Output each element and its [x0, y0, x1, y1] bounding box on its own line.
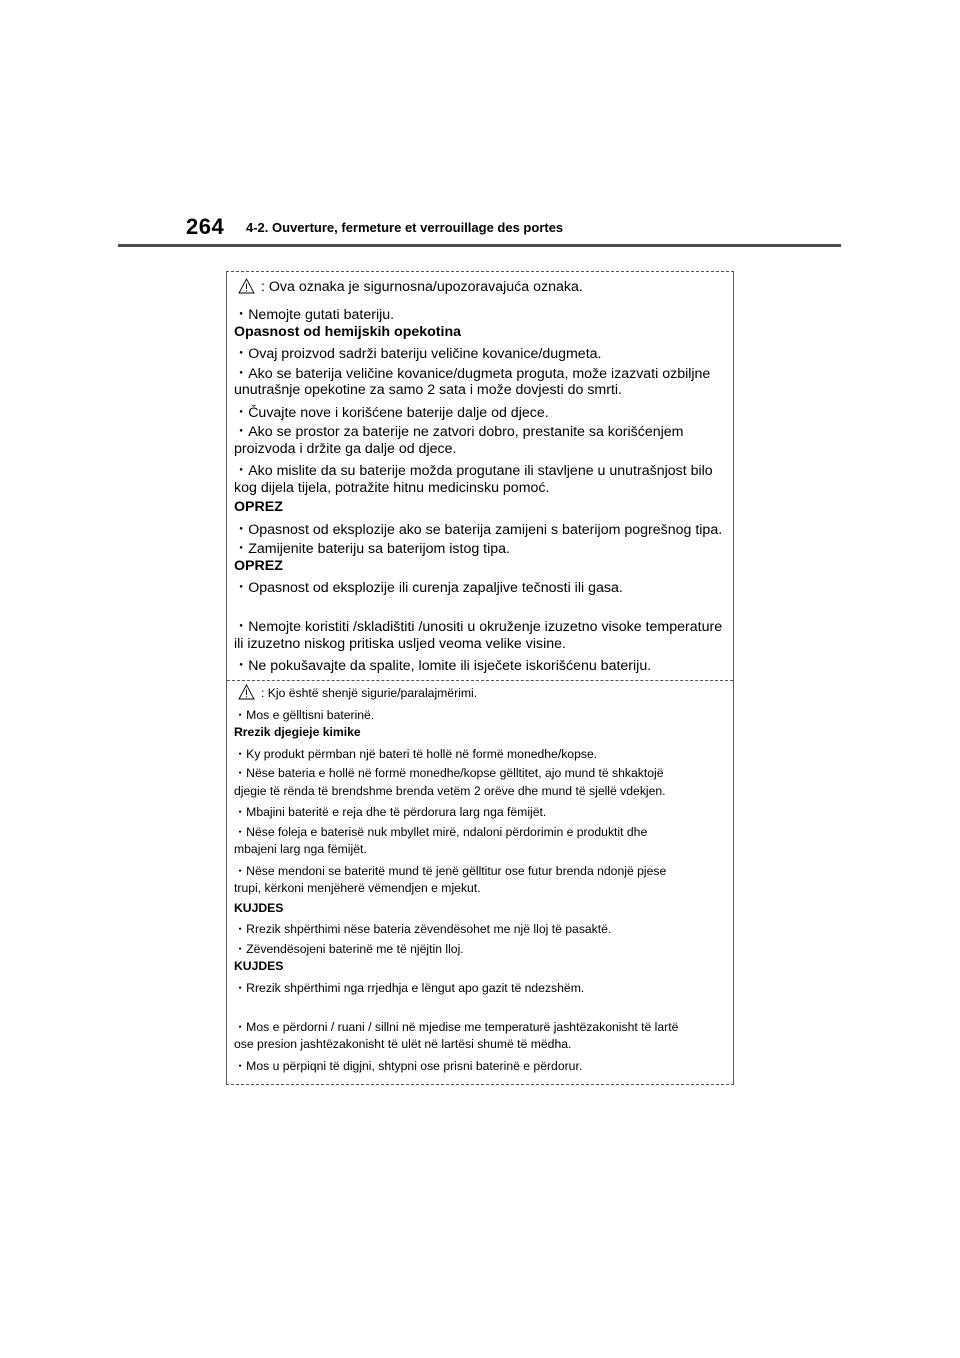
text-line: proizvoda i držite ga dalje od djece. [234, 441, 457, 457]
header-rule [118, 244, 841, 247]
warning-label-line [234, 278, 583, 295]
text-line: ・Mos e gëlltisni baterinë. [234, 708, 375, 722]
text-line: ・Mbajini bateritë e reja dhe të përdorura larg nga fëmijët. [234, 805, 547, 819]
subheading: OPREZ [234, 499, 283, 515]
section-title: 4-2. Ouverture, fermeture et verrouillage des portes [246, 220, 564, 235]
text-line: unutrašnje opekotine za samo 2 sata i može dovjesti do smrti. [234, 382, 622, 398]
text-line: ・Zamijenite bateriju sa baterijom istog tipa. [234, 541, 510, 557]
warning-triangle-icon [238, 278, 255, 294]
text-line: ・Ako mislite da su baterije možda progutane ili stavljene u unutrašnjost bilo [234, 463, 713, 479]
text-line: ・Ky produkt përmban një bateri të hollë në formë monedhe/kopse. [234, 747, 598, 761]
text-line: ・Mos e përdorni / ruani / sillni në mjedise me temperaturë jashtëzakonisht të lartë [234, 1020, 679, 1034]
text-line: ・Nëse foleja e baterisë nuk mbyllet mirë, ndaloni përdorimin e produktit dhe [234, 825, 648, 839]
text-line: mbajeni larg nga fëmijët. [234, 842, 367, 856]
text-line: djegie të rënda të brendshme brenda vetëm 2 orëve dhe mund të sjellë vdekjen. [234, 784, 666, 798]
text-line: ・Opasnost od eksplozije ili curenja zapaljive tečnosti ili gasa. [234, 580, 623, 596]
subheading: OPREZ [234, 558, 283, 574]
text-line: ・Rrezik shpërthimi nëse bateria zëvendësohet me një lloj të pasaktë. [234, 922, 612, 936]
text-line: trupi, kërkoni menjëherë vëmendjen e mjekut. [234, 881, 481, 895]
text-line: ・Opasnost od eksplozije ako se baterija zamijeni s baterijom pogrešnog tipa. [234, 522, 723, 538]
warning-label-line [234, 684, 477, 700]
subheading: KUJDES [234, 959, 284, 973]
block-divider [227, 680, 733, 681]
warning-box [226, 271, 734, 1085]
subheading: Rrezik djegieje kimike [234, 725, 361, 739]
text-line: ・Nëse bateria e hollë në formë monedhe/kopse gëlltitet, ajo mund të shkaktojë [234, 766, 664, 780]
text-line: ・Nëse mendoni se bateritë mund të jenë gëlltitur ose futur brenda ndonjë pjese [234, 864, 667, 878]
warning-label: : Ova oznaka je sigurnosna/upozoravajuća oznaka. [261, 279, 583, 295]
text-line: ・Čuvajte nove i korišćene baterije dalje od djece. [234, 405, 549, 421]
warning-label: : Kjo është shenjë sigurie/paralajmërimi. [261, 686, 478, 700]
text-line: ose presion jashtëzakonisht të ulët në lartësi shumë të mëdha. [234, 1037, 572, 1051]
text-line: ・Ovaj proizvod sadrži bateriju veličine kovanice/dugmeta. [234, 346, 602, 362]
text-line: ・Nemojte koristiti /skladištiti /unositi u okruženje izuzetno visoke temperature [234, 619, 723, 635]
text-line: ili izuzetno niskog pritiska usljed veoma velike visine. [234, 636, 566, 652]
text-line: ・Zëvendësojeni baterinë me të njëjtin lloj. [234, 942, 464, 956]
text-line: ・Rrezik shpërthimi nga rrjedhja e lëngut apo gazit të ndezshëm. [234, 981, 585, 995]
text-line: ・Mos u përpiqni të digjni, shtypni ose prisni baterinë e përdorur. [234, 1059, 583, 1073]
text-line: ・Ako se baterija veličine kovanice/dugmeta proguta, može izazvati ozbiljne [234, 366, 711, 382]
page-number: 264 [186, 214, 225, 239]
subheading: Opasnost od hemijskih opekotina [234, 324, 462, 340]
text-line: ・Ako se prostor za baterije ne zatvori dobro, prestanite sa korišćenjem [234, 424, 684, 440]
warning-triangle-icon [238, 684, 255, 700]
text-line: kog dijela tijela, potražite hitnu medicinsku pomoć. [234, 480, 550, 496]
text-line: ・Nemojte gutati bateriju. [234, 307, 395, 323]
subheading: KUJDES [234, 901, 284, 915]
text-line: ・Ne pokušavajte da spalite, lomite ili isječete iskorišćenu bateriju. [234, 658, 652, 674]
